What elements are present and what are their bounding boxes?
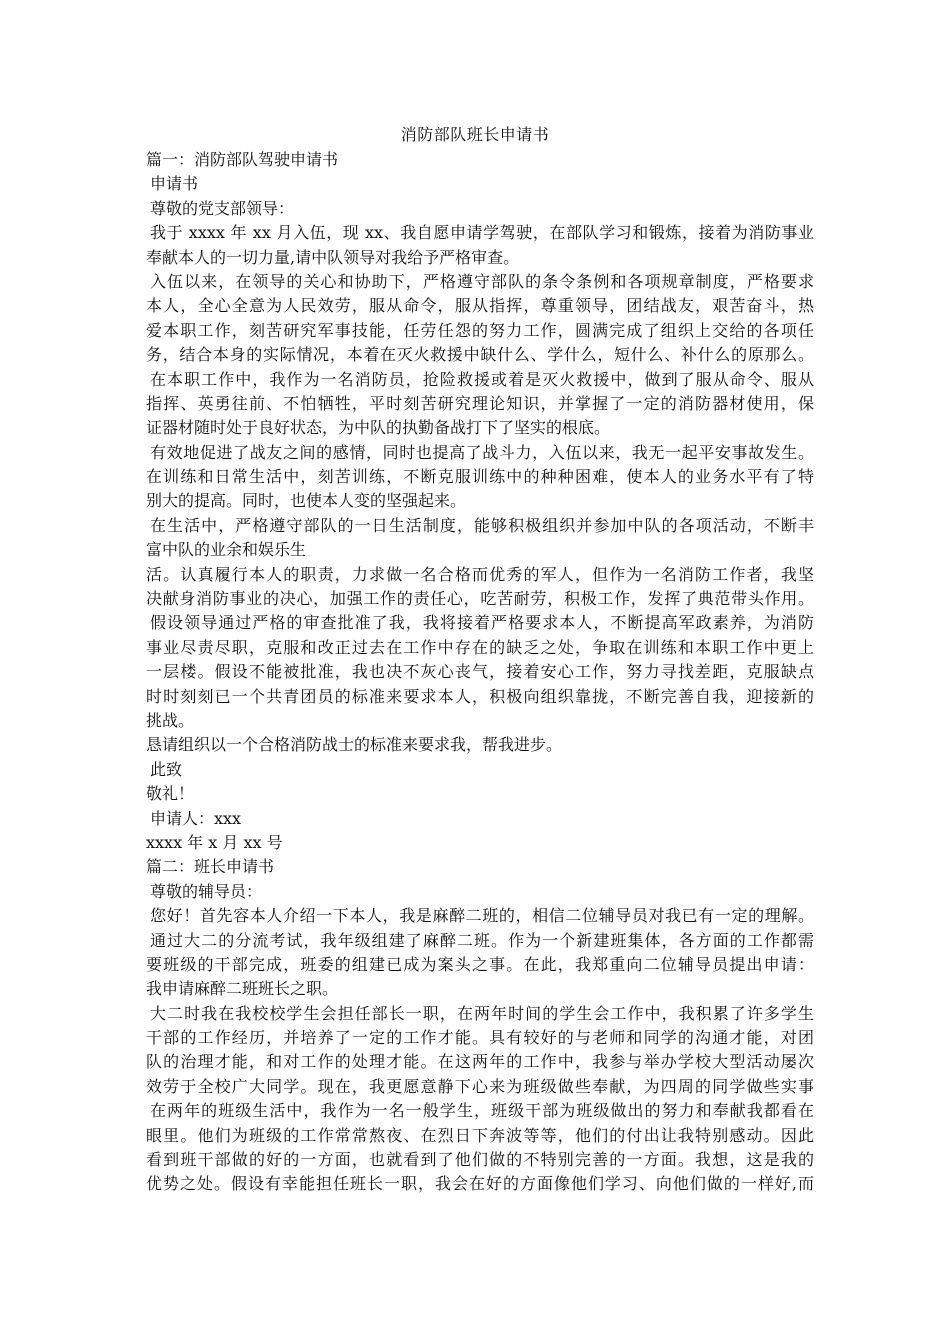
paragraph-line: 通过大二的分流考试，我年级组建了麻醉二班。作为一个新建班集体，各方面的工作都需 [150,930,814,950]
paragraph-line: 干部的工作经历，并培养了一定的工作才能。具有较好的与老师和同学的沟通才能，对团 [146,1028,814,1048]
paragraph-line: 别大的提高。同时，也使本人变的坚强起来。 [146,491,467,511]
paragraph-line: 务，结合本身的实际情况，本着在灭火救援中缺什么、学什么，短什么、补什么的原那么。 [146,345,814,365]
paragraph-line: 申请书 [150,174,199,194]
paragraph-line: 要班级的干部完成，班委的组建已成为案头之事。在此，我郑重向二位辅导员提出申请： [146,954,814,974]
paragraph-line: 效劳于全校广大同学。现在，我更愿意静下心来为班级做些奉献，为四周的同学做些实事 [146,1076,814,1096]
paragraph-line: 您好！首先容本人介绍一下本人，我是麻醉二班的，相信二位辅导员对我已有一定的理解。 [150,906,814,926]
paragraph-line: 此致 [150,759,183,779]
paragraph-line: 奉献本人的一切力量,请中队领导对我给予严格审查。 [146,247,520,267]
paragraph-line: 敬礼！ [146,784,195,804]
paragraph-line: 指挥、英勇往前、不怕牺牲，平时刻苦研究理论知识，并掌握了一定的消防器材使用，保 [146,393,814,413]
paragraph-line: 证器材随时处于良好状态，为中队的执勤备战打下了坚实的根底。 [146,418,611,438]
paragraph-line: 大二时我在我校校学生会担任部长一职，在两年时间的学生会工作中，我积累了许多学生 [150,1003,814,1023]
paragraph-line: 队的治理才能，和对工作的处理才能。在这两年的工作中，我参与举办学校大型活动屡次 [146,1052,814,1072]
paragraph-line: 眼里。他们为班级的工作常常熬夜、在烈日下奔波等等，他们的付出让我特别感动。因此 [146,1125,814,1145]
paragraph-line: 我申请麻醉二班班长之职。 [146,979,339,999]
paragraph-line: 爱本职工作，刻苦研究军事技能，任劳任怨的努力工作，圆满完成了组织上交给的各项任 [146,320,814,340]
paragraph-line: 篇一：消防部队驾驶申请书 [146,150,339,169]
paragraph-line: 事业尽责尽职，克服和改正过去在工作中存在的缺乏之处，争取在训练和本职工作中更上 [146,637,814,657]
paragraph-line: 在训练和日常生活中，刻苦训练，不断克服训练中的种种困难，使本人的业务水平有了特 [146,467,814,487]
paragraph-line: 篇二：班长申请书 [146,857,275,877]
paragraph-line: 在生活中，严格遵守部队的一日生活制度，能够积极组织并参加中队的各项活动，不断丰 [150,515,814,535]
paragraph-line: 尊敬的辅导员： [150,881,263,901]
paragraph-line: 时时刻刻已一个共青团员的标准来要求本人，积极向组织靠拢，不断完善自我，迎接新的 [146,686,814,706]
paragraph-line: 我于 xxxx 年 xx 月入伍，现 xx、我自愿申请学驾驶，在部队学习和锻炼，接着为消防事业 [150,223,814,243]
document-body [146,148,814,1197]
paragraph-line: 在本职工作中，我作为一名消防员，抢险救援或着是灭火救援中，做到了服从命令、服从 [150,369,814,389]
paragraph-line: 富中队的业余和娱乐生 [146,540,307,560]
paragraph-line: 恳请组织以一个合格消防战士的标准来要求我，帮我进步。 [146,735,563,755]
paragraph-line: 优势之处。假设有幸能担任班长一职，我会在好的方面像他们学习、向他们做的一样好,而 [146,1174,814,1194]
paragraph-line: 活。认真履行本人的职责，力求做一名合格而优秀的军人，但作为一名消防工作者，我坚 [146,564,814,584]
paragraph-line: 挑战。 [146,710,195,730]
paragraph-line: 入伍以来，在领导的关心和协助下，严格遵守部队的条令条例和各项规章制度，严格要求 [150,271,814,291]
paragraph-line: 决献身消防事业的决心，加强工作的责任心，吃苦耐劳，积极工作，发挥了典范带头作用。 [146,589,814,609]
paragraph-line: 申请人：xxx [150,808,242,828]
paragraph-line: 本人，全心全意为人民效劳，服从命令，服从指挥，尊重领导，团结战友，艰苦奋斗，热 [146,296,814,316]
paragraph-line: xxxx 年 x 月 xx 号 [146,832,283,852]
paragraph-line: 有效地促进了战友之间的感情，同时也提高了战斗力，入伍以来，我无一起平安事故发生。 [150,442,814,462]
paragraph-line: 看到班干部做的好的一方面，也就看到了他们做的不特别完善的一方面。我想，这是我的 [146,1150,814,1170]
paragraph-line: 在两年的班级生活中，我作为一名一般学生，班级干部为班级做出的努力和奉献我都看在 [150,1101,814,1121]
document-title: 消防部队班长申请书 [400,125,550,144]
paragraph-line: 假设领导通过严格的审查批准了我，我将接着严格要求本人，不断提高军政素养，为消防 [150,613,814,633]
paragraph-line: 尊敬的党支部领导： [150,198,295,218]
paragraph-line: 一层楼。假设不能被批准，我也决不灰心丧气，接着安心工作，努力寻找差距，克服缺点 [146,662,814,682]
